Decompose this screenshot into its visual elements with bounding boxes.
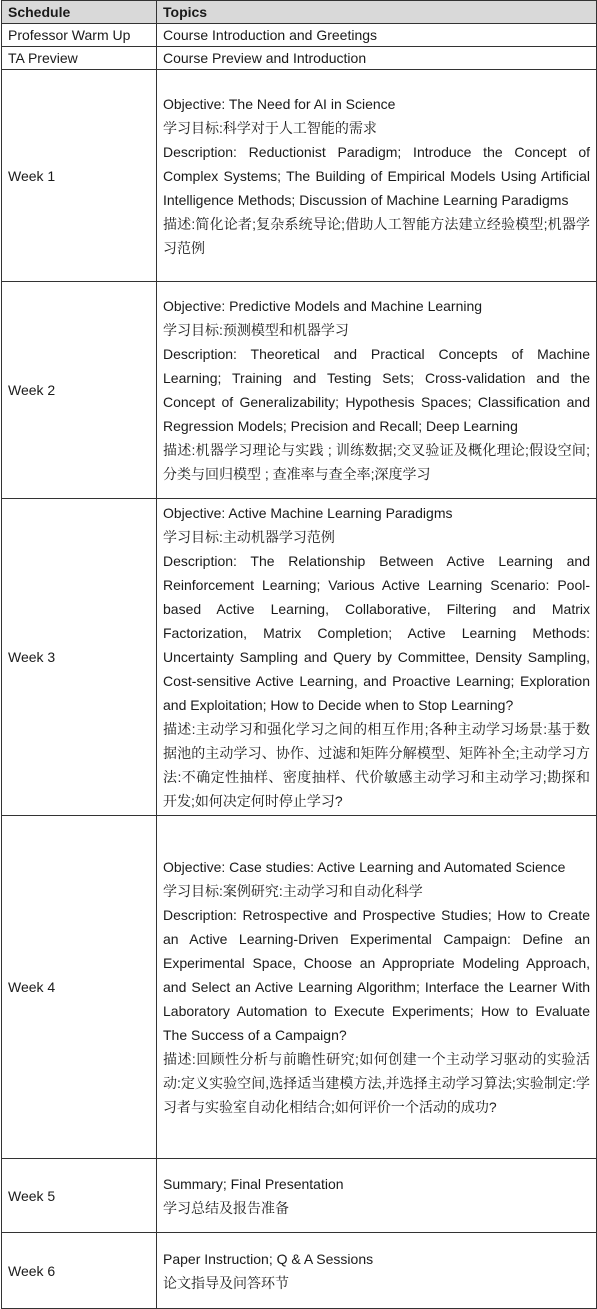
schedule-cell: Week 6 <box>2 1233 157 1309</box>
topic-line: Course Preview and Introduction <box>163 50 367 66</box>
description-line-zh: 描述:机器学习理论与实践 ; 训练数据;交叉验证及概化理论;假设空间;分类与回归模型 ; 查准率与查全率;深度学习 <box>163 442 590 482</box>
objective-line: Objective: Predictive Models and Machine Learning <box>163 298 483 314</box>
topics-cell <box>157 70 597 282</box>
objective-line-zh: 学习目标:科学对于人工智能的需求 <box>163 119 377 136</box>
topic-line-zh: 学习总结及报告准备 <box>163 1199 289 1216</box>
description-line: Description: Retrospective and Prospective Studies; How to Create an Active Learning-Driven Experimental Campaign: Define an Experimental Space, Choose an Appropriate Modeling Approach, and Select an Active Learning Algorithm; Interface the Learner With Laboratory Automation to Execute Experiments; How to Evaluate The Success of a Campaign? <box>163 907 590 1043</box>
description-line: Description: Theoretical and Practical Concepts of Machine Learning; Training and Testing Sets; Cross-validation and the Concept of Generalizability; Hypothesis Spaces; Classification and Regression Models; Precision and Recall; Deep Learning <box>163 346 590 434</box>
table-row <box>2 499 597 816</box>
objective-line: Objective: Case studies: Active Learning and Automated Science <box>163 859 566 875</box>
topics-cell <box>157 47 597 70</box>
description-line-zh: 描述:主动学习和强化学习之间的相互作用;各种主动学习场景:基于数据池的主动学习、协作、过滤和矩阵分解模型、矩阵补全;主动学习方法:不确定性抽样、密度抽样、代价敏感主动学习和主动学习;勘探和开发;如何决定何时停止学习? <box>163 721 590 809</box>
objective-line: Objective: The Need for AI in Science <box>163 95 396 112</box>
topic-line: Paper Instruction; Q & A Sessions <box>163 1250 374 1267</box>
table-row <box>2 816 597 1159</box>
table-row <box>2 282 597 499</box>
objective-line-zh: 学习目标:预测模型和机器学习 <box>163 322 349 338</box>
topic-line: Course Introduction and Greetings <box>163 27 378 43</box>
table-row <box>2 47 597 70</box>
schedule-cell: Week 4 <box>2 816 157 1159</box>
schedule-cell: Week 2 <box>2 282 157 499</box>
topics-cell <box>157 1233 597 1309</box>
topics-cell <box>157 282 597 499</box>
table-row <box>2 1159 597 1233</box>
header-row <box>2 1 597 24</box>
topic-line-zh: 论文指导及问答环节 <box>163 1274 289 1291</box>
topic-line: Summary; Final Presentation <box>163 1175 344 1192</box>
table-row <box>2 24 597 47</box>
topics-cell <box>157 24 597 47</box>
table-row <box>2 1233 597 1309</box>
description-line-zh: 描述:回顾性分析与前瞻性研究;如何创建一个主动学习驱动的实验活动:定义实验空间,选择适当建模方法,并选择主动学习算法;实验制定:学习者与实验室自动化相结合;如何评价一个活动的成功? <box>163 1051 590 1115</box>
topics-cell <box>157 816 597 1159</box>
topics-cell <box>157 1159 597 1233</box>
schedule-cell: Week 5 <box>2 1159 157 1233</box>
description-line-zh: 描述:简化论者;复杂系统导论;借助人工智能方法建立经验模型;机器学习范例 <box>163 215 590 256</box>
schedule-cell: Week 3 <box>2 499 157 816</box>
description-line: Description: The Relationship Between Active Learning and Reinforcement Learning; Various Active Learning Scenario: Pool-based Active Learning, Collaborative, Filtering and Matrix Factorization, Matrix Completion; Active Learning Methods: Uncertainty Sampling and Query by Committee, Density Sampling, Cost-sensitive Active Learning, and Proactive Learning; Exploration and Exploitation; How to Decide when to Stop Learning? <box>163 553 590 713</box>
objective-line-zh: 学习目标:主动机器学习范例 <box>163 529 335 545</box>
objective-line: Objective: Active Machine Learning Paradigms <box>163 505 453 521</box>
topics-cell <box>157 499 597 816</box>
table-row <box>2 70 597 282</box>
schedule-cell: Week 1 <box>2 70 157 282</box>
schedule-table <box>1 0 597 1309</box>
schedule-cell: Professor Warm Up <box>2 24 157 47</box>
schedule-header: Schedule <box>2 1 157 24</box>
description-line: Description: Reductionist Paradigm; Introduce the Concept of Complex Systems; The Building of Empirical Models Using Artificial Intelligence Methods; Discussion of Machine Learning Paradigms <box>163 143 590 208</box>
objective-line-zh: 学习目标:案例研究:主动学习和自动化科学 <box>163 883 423 899</box>
topics-header: Topics <box>157 1 597 24</box>
schedule-cell: TA Preview <box>2 47 157 70</box>
